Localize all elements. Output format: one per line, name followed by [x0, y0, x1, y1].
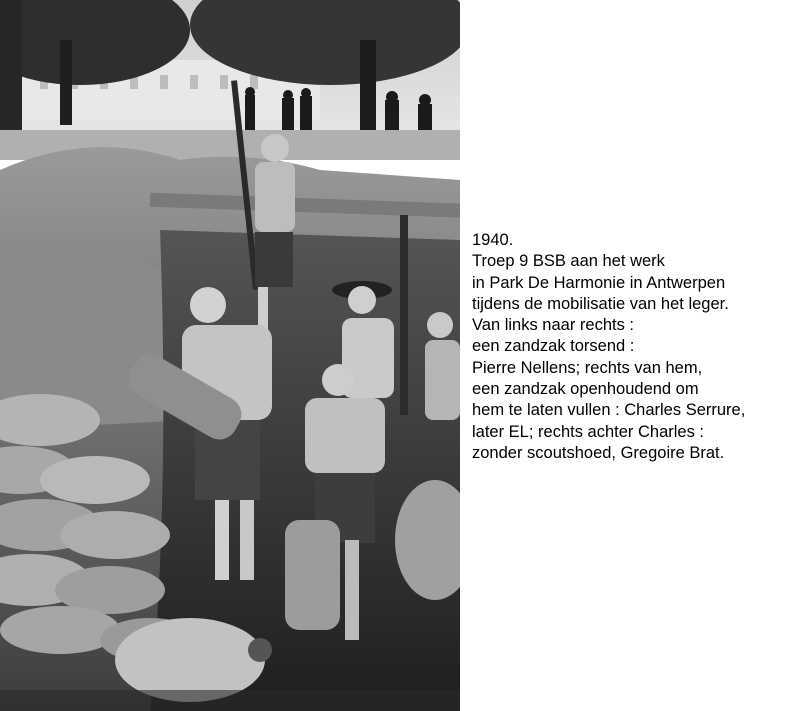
- caption-line: Troep 9 BSB aan het werk: [472, 252, 665, 271]
- caption-year: 1940.: [472, 231, 514, 249]
- photo-caption: [472, 230, 794, 464]
- caption-line: zonder scoutshoed, Gregoire Brat.: [472, 443, 725, 462]
- caption-line: een zandzak torsend :: [472, 337, 635, 356]
- caption-line: hem te laten vullen : Charles Serrure,: [472, 401, 746, 420]
- caption-line: in Park De Harmonie in Antwerpen: [472, 273, 726, 292]
- wooden-post: [400, 215, 408, 415]
- caption-line: tijdens de mobilisatie van het leger.: [472, 294, 729, 313]
- caption-line: Pierre Nellens; rechts van hem,: [472, 358, 703, 377]
- photo-bottom-shadow: [0, 690, 460, 711]
- caption-line: Van links naar rechts :: [472, 316, 635, 335]
- caption-line: later EL; rechts achter Charles :: [472, 422, 705, 441]
- caption-line: een zandzak openhoudend om: [472, 380, 699, 399]
